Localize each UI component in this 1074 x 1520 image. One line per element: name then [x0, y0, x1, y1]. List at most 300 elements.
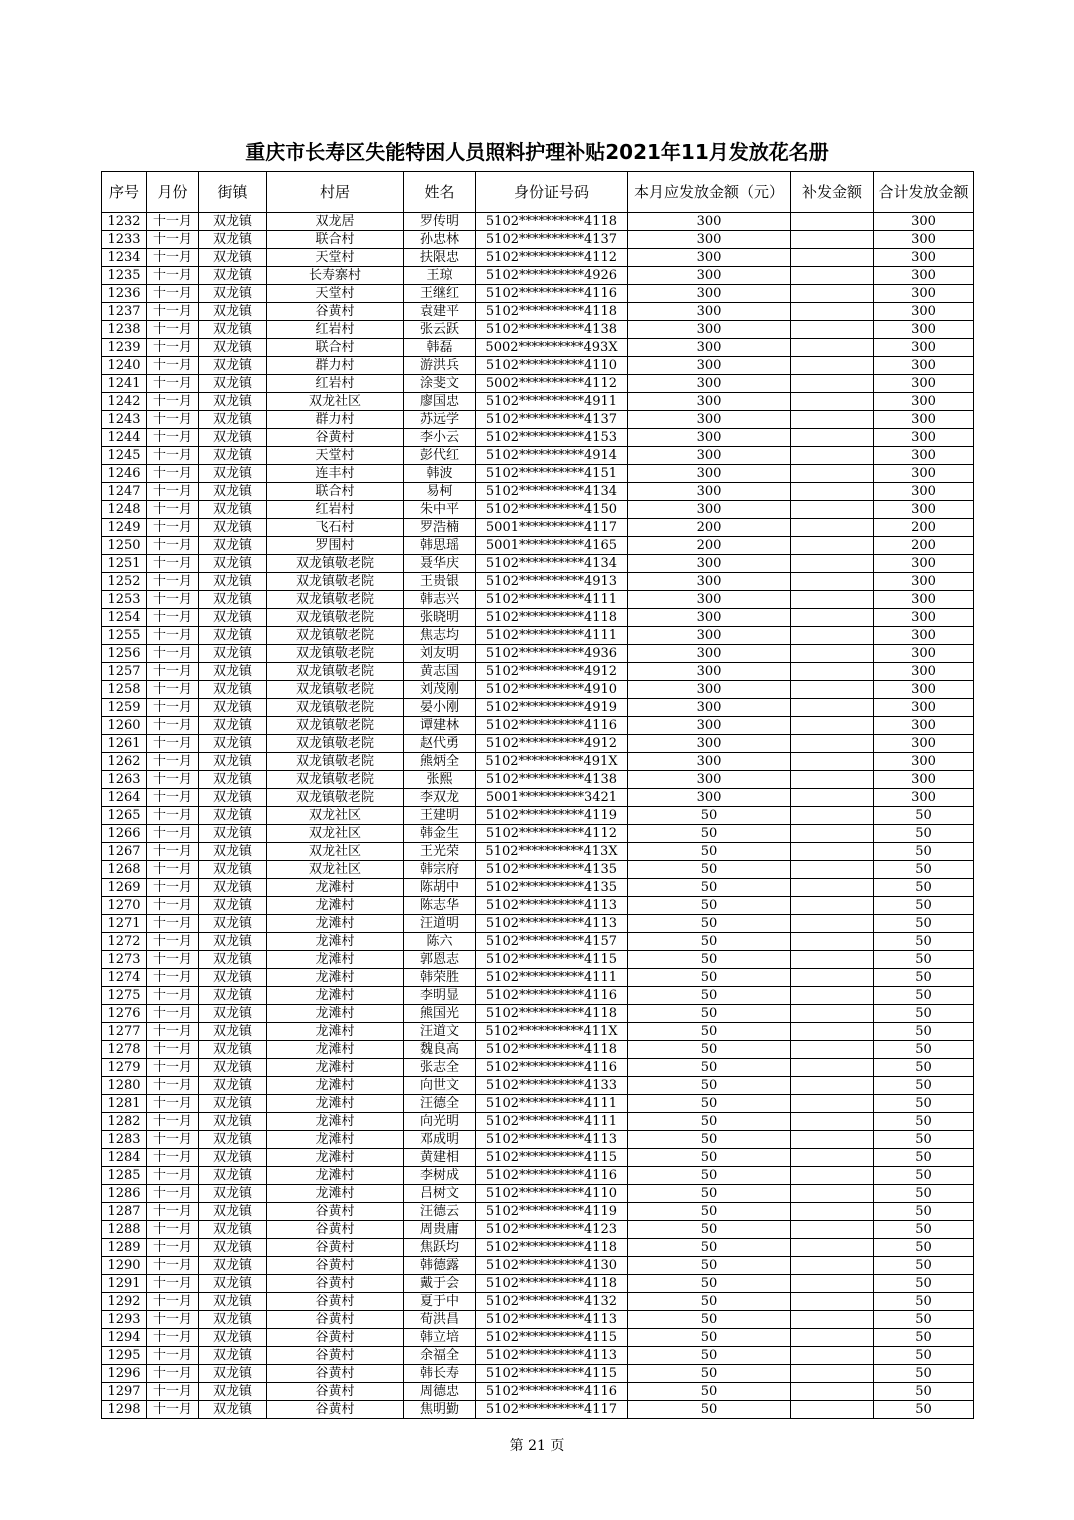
- id-number-cell: 5102**********4116: [476, 717, 628, 735]
- index-cell: 1289: [102, 1239, 147, 1257]
- total-amount-cell: 300: [874, 285, 974, 303]
- table-row: [102, 339, 974, 357]
- amount-due-cell: 50: [628, 807, 791, 825]
- name-cell: 聂华庆: [404, 555, 476, 573]
- id-number-cell: 5102**********4118: [476, 1005, 628, 1023]
- village-cell: 谷黄村: [267, 1401, 404, 1419]
- total-amount-cell: 300: [874, 753, 974, 771]
- amount-due-cell: 50: [628, 1077, 791, 1095]
- table-row: [102, 555, 974, 573]
- town-cell: 双龙镇: [199, 1005, 267, 1023]
- index-cell: 1241: [102, 375, 147, 393]
- total-amount-cell: 50: [874, 951, 974, 969]
- index-cell: 1285: [102, 1167, 147, 1185]
- table-row: [102, 1077, 974, 1095]
- town-cell: 双龙镇: [199, 1149, 267, 1167]
- amount-due-cell: 50: [628, 1383, 791, 1401]
- month-cell: 十一月: [147, 1329, 199, 1347]
- name-cell: 韩思瑶: [404, 537, 476, 555]
- village-cell: 双龙镇敬老院: [267, 717, 404, 735]
- town-cell: 双龙镇: [199, 591, 267, 609]
- id-number-cell: 5102**********4111: [476, 969, 628, 987]
- town-cell: 双龙镇: [199, 1239, 267, 1257]
- total-amount-cell: 300: [874, 411, 974, 429]
- month-cell: 十一月: [147, 897, 199, 915]
- name-cell: 李明显: [404, 987, 476, 1005]
- id-number-cell: 5002**********493X: [476, 339, 628, 357]
- amount-due-cell: 50: [628, 1059, 791, 1077]
- total-amount-cell: 50: [874, 843, 974, 861]
- town-cell: 双龙镇: [199, 1221, 267, 1239]
- table-row: [102, 591, 974, 609]
- amount-due-cell: 300: [628, 699, 791, 717]
- name-cell: 陈志华: [404, 897, 476, 915]
- id-number-cell: 5102**********4112: [476, 249, 628, 267]
- index-cell: 1253: [102, 591, 147, 609]
- reissue-amount-cell: [791, 1221, 874, 1239]
- reissue-amount-cell: [791, 411, 874, 429]
- village-cell: 谷黄村: [267, 1275, 404, 1293]
- table-row: [102, 645, 974, 663]
- amount-due-cell: 50: [628, 987, 791, 1005]
- table-row: [102, 1203, 974, 1221]
- id-number-cell: 5102**********4111: [476, 591, 628, 609]
- table-row: [102, 861, 974, 879]
- index-cell: 1296: [102, 1365, 147, 1383]
- name-cell: 张云跃: [404, 321, 476, 339]
- page-title: 重庆市长寿区失能特困人员照料护理补贴2021年11月发放花名册: [245, 140, 829, 164]
- total-amount-cell: 50: [874, 1275, 974, 1293]
- index-cell: 1295: [102, 1347, 147, 1365]
- amount-due-cell: 300: [628, 483, 791, 501]
- name-cell: 李树成: [404, 1167, 476, 1185]
- reissue-amount-cell: [791, 249, 874, 267]
- month-cell: 十一月: [147, 915, 199, 933]
- id-number-cell: 5102**********4110: [476, 357, 628, 375]
- name-cell: 韩金生: [404, 825, 476, 843]
- table-row: [102, 609, 974, 627]
- amount-due-cell: 50: [628, 1113, 791, 1131]
- reissue-amount-cell: [791, 393, 874, 411]
- name-cell: 汪德云: [404, 1203, 476, 1221]
- index-cell: 1257: [102, 663, 147, 681]
- reissue-amount-cell: [791, 915, 874, 933]
- amount-due-cell: 50: [628, 1167, 791, 1185]
- town-cell: 双龙镇: [199, 843, 267, 861]
- id-number-cell: 5102**********491X: [476, 753, 628, 771]
- month-cell: 十一月: [147, 285, 199, 303]
- index-cell: 1260: [102, 717, 147, 735]
- index-cell: 1261: [102, 735, 147, 753]
- amount-due-cell: 50: [628, 1275, 791, 1293]
- name-cell: 向世文: [404, 1077, 476, 1095]
- village-cell: 谷黄村: [267, 303, 404, 321]
- table-row: [102, 951, 974, 969]
- name-cell: 荀洪昌: [404, 1311, 476, 1329]
- town-cell: 双龙镇: [199, 969, 267, 987]
- total-amount-cell: 50: [874, 1149, 974, 1167]
- town-cell: 双龙镇: [199, 879, 267, 897]
- index-cell: 1234: [102, 249, 147, 267]
- total-amount-cell: 50: [874, 1257, 974, 1275]
- total-amount-cell: 300: [874, 789, 974, 807]
- id-number-cell: 5102**********4138: [476, 771, 628, 789]
- name-cell: 王光荣: [404, 843, 476, 861]
- id-number-cell: 5102**********4116: [476, 1383, 628, 1401]
- month-cell: 十一月: [147, 1023, 199, 1041]
- total-amount-cell: 50: [874, 1023, 974, 1041]
- reissue-amount-cell: [791, 861, 874, 879]
- table-row: [102, 213, 974, 231]
- village-cell: 红岩村: [267, 321, 404, 339]
- total-amount-cell: 50: [874, 879, 974, 897]
- month-cell: 十一月: [147, 1167, 199, 1185]
- id-number-cell: 5102**********4919: [476, 699, 628, 717]
- village-cell: 龙滩村: [267, 1059, 404, 1077]
- amount-due-cell: 50: [628, 1095, 791, 1113]
- table-row: [102, 1167, 974, 1185]
- table-row: [102, 897, 974, 915]
- month-cell: 十一月: [147, 1041, 199, 1059]
- index-cell: 1248: [102, 501, 147, 519]
- village-cell: 双龙社区: [267, 807, 404, 825]
- town-cell: 双龙镇: [199, 1257, 267, 1275]
- total-amount-cell: 50: [874, 825, 974, 843]
- month-cell: 十一月: [147, 411, 199, 429]
- index-cell: 1262: [102, 753, 147, 771]
- month-cell: 十一月: [147, 429, 199, 447]
- amount-due-cell: 50: [628, 1293, 791, 1311]
- id-number-cell: 5102**********4914: [476, 447, 628, 465]
- reissue-amount-cell: [791, 1041, 874, 1059]
- reissue-amount-cell: [791, 1113, 874, 1131]
- table-row: [102, 1113, 974, 1131]
- total-amount-cell: 50: [874, 1365, 974, 1383]
- reissue-amount-cell: [791, 231, 874, 249]
- village-cell: 罗围村: [267, 537, 404, 555]
- town-cell: 双龙镇: [199, 447, 267, 465]
- name-cell: 黄志国: [404, 663, 476, 681]
- amount-due-cell: 300: [628, 447, 791, 465]
- id-number-cell: 5102**********4137: [476, 231, 628, 249]
- month-cell: 十一月: [147, 1221, 199, 1239]
- village-cell: 双龙社区: [267, 393, 404, 411]
- amount-due-cell: 300: [628, 789, 791, 807]
- village-cell: 谷黄村: [267, 1257, 404, 1275]
- village-cell: 双龙镇敬老院: [267, 627, 404, 645]
- total-amount-cell: 50: [874, 1185, 974, 1203]
- amount-due-cell: 200: [628, 519, 791, 537]
- id-number-cell: 5102**********4112: [476, 825, 628, 843]
- name-cell: 苏远学: [404, 411, 476, 429]
- reissue-amount-cell: [791, 1275, 874, 1293]
- reissue-amount-cell: [791, 753, 874, 771]
- village-cell: 龙滩村: [267, 951, 404, 969]
- index-cell: 1297: [102, 1383, 147, 1401]
- town-cell: 双龙镇: [199, 357, 267, 375]
- month-cell: 十一月: [147, 1203, 199, 1221]
- month-cell: 十一月: [147, 789, 199, 807]
- reissue-amount-cell: [791, 465, 874, 483]
- index-cell: 1288: [102, 1221, 147, 1239]
- town-cell: 双龙镇: [199, 1131, 267, 1149]
- table-row: [102, 1149, 974, 1167]
- village-cell: 双龙镇敬老院: [267, 573, 404, 591]
- village-cell: 红岩村: [267, 501, 404, 519]
- village-cell: 双龙镇敬老院: [267, 735, 404, 753]
- total-amount-cell: 50: [874, 1329, 974, 1347]
- id-number-cell: 5102**********4130: [476, 1257, 628, 1275]
- reissue-amount-cell: [791, 339, 874, 357]
- table-row: [102, 1401, 974, 1419]
- total-amount-cell: 50: [874, 1131, 974, 1149]
- total-amount-cell: 50: [874, 1203, 974, 1221]
- name-cell: 刘茂刚: [404, 681, 476, 699]
- table-row: [102, 573, 974, 591]
- name-cell: 汪道文: [404, 1023, 476, 1041]
- village-cell: 双龙镇敬老院: [267, 609, 404, 627]
- index-cell: 1265: [102, 807, 147, 825]
- total-amount-cell: 50: [874, 969, 974, 987]
- town-cell: 双龙镇: [199, 555, 267, 573]
- village-cell: 龙滩村: [267, 969, 404, 987]
- id-number-cell: 5102**********4118: [476, 303, 628, 321]
- village-cell: 龙滩村: [267, 879, 404, 897]
- town-cell: 双龙镇: [199, 861, 267, 879]
- total-amount-cell: 300: [874, 447, 974, 465]
- index-cell: 1244: [102, 429, 147, 447]
- name-cell: 焦跃均: [404, 1239, 476, 1257]
- id-number-cell: 5001**********3421: [476, 789, 628, 807]
- village-cell: 群力村: [267, 357, 404, 375]
- id-number-cell: 5102**********4113: [476, 1347, 628, 1365]
- month-cell: 十一月: [147, 1095, 199, 1113]
- table-row: [102, 699, 974, 717]
- reissue-amount-cell: [791, 285, 874, 303]
- amount-due-cell: 50: [628, 897, 791, 915]
- index-cell: 1293: [102, 1311, 147, 1329]
- name-cell: 彭代红: [404, 447, 476, 465]
- month-cell: 十一月: [147, 1347, 199, 1365]
- reissue-amount-cell: [791, 699, 874, 717]
- amount-due-cell: 300: [628, 753, 791, 771]
- index-cell: 1294: [102, 1329, 147, 1347]
- month-cell: 十一月: [147, 627, 199, 645]
- index-cell: 1240: [102, 357, 147, 375]
- amount-due-cell: 300: [628, 735, 791, 753]
- table-row: [102, 231, 974, 249]
- village-cell: 龙滩村: [267, 987, 404, 1005]
- id-number-cell: 5102**********4115: [476, 1149, 628, 1167]
- total-amount-cell: 300: [874, 429, 974, 447]
- reissue-amount-cell: [791, 825, 874, 843]
- amount-due-cell: 300: [628, 609, 791, 627]
- table-row: [102, 1257, 974, 1275]
- name-cell: 罗浩楠: [404, 519, 476, 537]
- amount-due-cell: 300: [628, 411, 791, 429]
- amount-due-cell: 50: [628, 1347, 791, 1365]
- index-cell: 1283: [102, 1131, 147, 1149]
- village-cell: 谷黄村: [267, 429, 404, 447]
- reissue-amount-cell: [791, 1347, 874, 1365]
- town-cell: 双龙镇: [199, 1401, 267, 1419]
- town-cell: 双龙镇: [199, 249, 267, 267]
- amount-due-cell: 300: [628, 681, 791, 699]
- index-cell: 1246: [102, 465, 147, 483]
- name-cell: 扶限忠: [404, 249, 476, 267]
- table-row: [102, 375, 974, 393]
- amount-due-cell: 300: [628, 501, 791, 519]
- reissue-amount-cell: [791, 807, 874, 825]
- month-cell: 十一月: [147, 843, 199, 861]
- name-cell: 谭建林: [404, 717, 476, 735]
- table-row: [102, 465, 974, 483]
- amount-due-cell: 300: [628, 645, 791, 663]
- id-number-cell: 5102**********4936: [476, 645, 628, 663]
- header-cell-amount-due: 本月应发放金额（元）: [628, 172, 791, 213]
- village-cell: 龙滩村: [267, 1167, 404, 1185]
- total-amount-cell: 50: [874, 1401, 974, 1419]
- id-number-cell: 5102**********411X: [476, 1023, 628, 1041]
- table-row: [102, 321, 974, 339]
- month-cell: 十一月: [147, 987, 199, 1005]
- village-cell: 双龙镇敬老院: [267, 789, 404, 807]
- amount-due-cell: 300: [628, 231, 791, 249]
- total-amount-cell: 200: [874, 537, 974, 555]
- amount-due-cell: 300: [628, 573, 791, 591]
- total-amount-cell: 50: [874, 1041, 974, 1059]
- index-cell: 1268: [102, 861, 147, 879]
- name-cell: 韩德露: [404, 1257, 476, 1275]
- table-row: [102, 1311, 974, 1329]
- reissue-amount-cell: [791, 519, 874, 537]
- name-cell: 李小云: [404, 429, 476, 447]
- town-cell: 双龙镇: [199, 825, 267, 843]
- reissue-amount-cell: [791, 1095, 874, 1113]
- town-cell: 双龙镇: [199, 753, 267, 771]
- total-amount-cell: 300: [874, 591, 974, 609]
- index-cell: 1274: [102, 969, 147, 987]
- name-cell: 韩磊: [404, 339, 476, 357]
- total-amount-cell: 300: [874, 213, 974, 231]
- table-row: [102, 771, 974, 789]
- index-cell: 1245: [102, 447, 147, 465]
- id-number-cell: 5102**********4150: [476, 501, 628, 519]
- village-cell: 双龙镇敬老院: [267, 663, 404, 681]
- index-cell: 1277: [102, 1023, 147, 1041]
- month-cell: 十一月: [147, 771, 199, 789]
- amount-due-cell: 300: [628, 717, 791, 735]
- reissue-amount-cell: [791, 717, 874, 735]
- reissue-amount-cell: [791, 321, 874, 339]
- town-cell: 双龙镇: [199, 267, 267, 285]
- month-cell: 十一月: [147, 1311, 199, 1329]
- id-number-cell: 5102**********4118: [476, 1275, 628, 1293]
- table-row: [102, 1041, 974, 1059]
- village-cell: 双龙镇敬老院: [267, 753, 404, 771]
- name-cell: 易柯: [404, 483, 476, 501]
- header-cell-village: 村居: [267, 172, 404, 213]
- town-cell: 双龙镇: [199, 1095, 267, 1113]
- town-cell: 双龙镇: [199, 987, 267, 1005]
- id-number-cell: 5102**********4115: [476, 951, 628, 969]
- month-cell: 十一月: [147, 393, 199, 411]
- total-amount-cell: 50: [874, 915, 974, 933]
- name-cell: 韩波: [404, 465, 476, 483]
- village-cell: 双龙镇敬老院: [267, 699, 404, 717]
- month-cell: 十一月: [147, 1005, 199, 1023]
- index-cell: 1290: [102, 1257, 147, 1275]
- town-cell: 双龙镇: [199, 231, 267, 249]
- reissue-amount-cell: [791, 789, 874, 807]
- total-amount-cell: 50: [874, 1167, 974, 1185]
- total-amount-cell: 300: [874, 609, 974, 627]
- amount-due-cell: 50: [628, 1221, 791, 1239]
- name-cell: 韩志兴: [404, 591, 476, 609]
- town-cell: 双龙镇: [199, 1293, 267, 1311]
- id-number-cell: 5001**********4117: [476, 519, 628, 537]
- town-cell: 双龙镇: [199, 1365, 267, 1383]
- total-amount-cell: 50: [874, 897, 974, 915]
- month-cell: 十一月: [147, 357, 199, 375]
- village-cell: 双龙镇敬老院: [267, 645, 404, 663]
- village-cell: 龙滩村: [267, 1095, 404, 1113]
- name-cell: 游洪兵: [404, 357, 476, 375]
- village-cell: 双龙社区: [267, 861, 404, 879]
- name-cell: 王继红: [404, 285, 476, 303]
- table-row: [102, 1329, 974, 1347]
- reissue-amount-cell: [791, 1329, 874, 1347]
- index-cell: 1252: [102, 573, 147, 591]
- id-number-cell: 5102**********4118: [476, 213, 628, 231]
- town-cell: 双龙镇: [199, 933, 267, 951]
- village-cell: 龙滩村: [267, 1113, 404, 1131]
- id-number-cell: 5102**********4134: [476, 483, 628, 501]
- town-cell: 双龙镇: [199, 393, 267, 411]
- total-amount-cell: 300: [874, 303, 974, 321]
- town-cell: 双龙镇: [199, 375, 267, 393]
- index-cell: 1272: [102, 933, 147, 951]
- id-number-cell: 5102**********4116: [476, 1167, 628, 1185]
- town-cell: 双龙镇: [199, 1275, 267, 1293]
- reissue-amount-cell: [791, 933, 874, 951]
- total-amount-cell: 300: [874, 663, 974, 681]
- reissue-amount-cell: [791, 645, 874, 663]
- total-amount-cell: 50: [874, 1239, 974, 1257]
- month-cell: 十一月: [147, 1401, 199, 1419]
- id-number-cell: 5102**********4138: [476, 321, 628, 339]
- index-cell: 1281: [102, 1095, 147, 1113]
- table-row: [102, 1239, 974, 1257]
- village-cell: 谷黄村: [267, 1329, 404, 1347]
- name-cell: 焦明勤: [404, 1401, 476, 1419]
- index-cell: 1259: [102, 699, 147, 717]
- month-cell: 十一月: [147, 717, 199, 735]
- name-cell: 刘友明: [404, 645, 476, 663]
- total-amount-cell: 300: [874, 357, 974, 375]
- amount-due-cell: 50: [628, 879, 791, 897]
- month-cell: 十一月: [147, 951, 199, 969]
- town-cell: 双龙镇: [199, 681, 267, 699]
- village-cell: 双龙社区: [267, 843, 404, 861]
- amount-due-cell: 300: [628, 627, 791, 645]
- reissue-amount-cell: [791, 771, 874, 789]
- name-cell: 邓成明: [404, 1131, 476, 1149]
- village-cell: 龙滩村: [267, 897, 404, 915]
- name-cell: 黄建相: [404, 1149, 476, 1167]
- header-cell-id-number: 身份证号码: [476, 172, 628, 213]
- total-amount-cell: 200: [874, 519, 974, 537]
